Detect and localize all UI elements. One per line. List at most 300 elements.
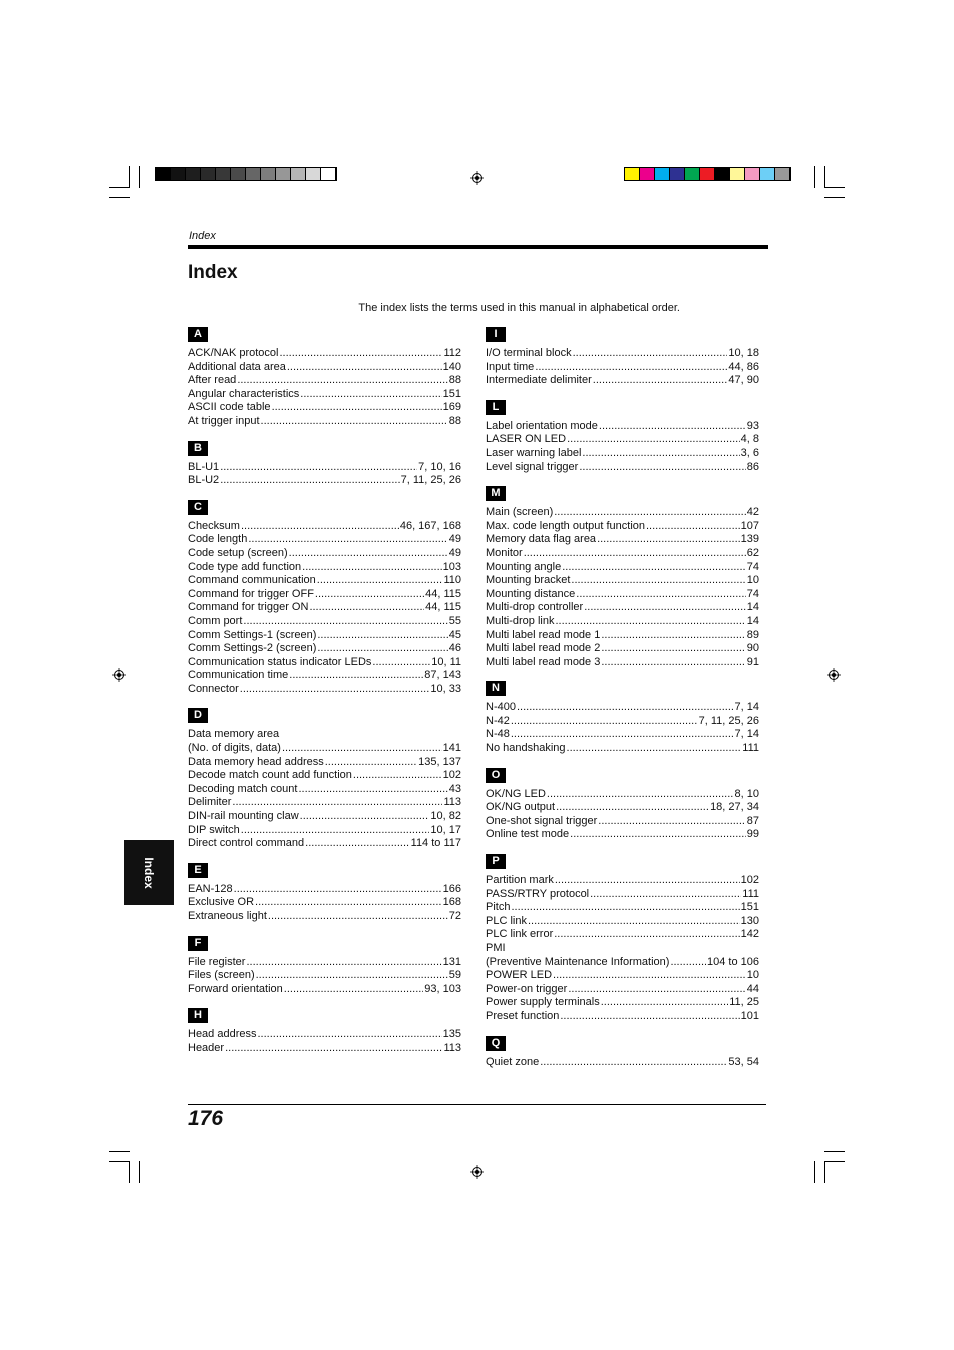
index-entry <box>486 506 759 520</box>
index-pages: 14 <box>746 601 759 614</box>
index-section-n <box>486 681 759 755</box>
dot-leader <box>284 983 424 997</box>
dot-leader <box>597 533 740 547</box>
index-term: Intermediate delimiter <box>486 374 592 387</box>
index-entry <box>486 615 759 629</box>
dot-leader <box>302 561 442 575</box>
index-section-i <box>486 327 759 388</box>
grayscale-calibration-bar <box>155 167 337 181</box>
index-entry <box>188 810 461 824</box>
index-term: Decoding match count <box>188 782 298 795</box>
index-term: ASCII code table <box>188 401 271 414</box>
dot-leader <box>601 656 745 670</box>
dot-leader <box>579 461 745 475</box>
index-term: Memory data flag area <box>486 533 597 546</box>
dot-leader <box>289 669 423 683</box>
index-term: DIN-rail mounting claw <box>188 810 299 823</box>
index-pages: 7, 11, 25, 26 <box>400 474 461 487</box>
section-letter: F <box>188 936 208 951</box>
dot-leader <box>511 728 734 742</box>
index-term: Code setup (screen) <box>188 546 288 559</box>
index-entry <box>188 401 461 415</box>
dot-leader <box>317 629 447 643</box>
index-entry <box>486 942 759 956</box>
index-entry <box>188 783 461 797</box>
section-letter: N <box>486 681 506 696</box>
index-term: Communication time <box>188 669 289 682</box>
dot-leader <box>590 888 741 902</box>
dot-leader <box>282 742 442 756</box>
header-rule <box>188 245 768 249</box>
index-term: Online test mode <box>486 828 570 841</box>
index-term: Input time <box>486 360 535 373</box>
index-pages: 49 <box>448 533 461 546</box>
calibration-swatch <box>745 168 760 180</box>
color-calibration-bar <box>624 167 791 181</box>
index-term: Communication status indicator LEDs <box>188 655 372 668</box>
index-term: Multi-drop controller <box>486 601 584 614</box>
index-term: Mounting angle <box>486 560 562 573</box>
index-term: Mounting distance <box>486 587 576 600</box>
calibration-swatch <box>715 168 730 180</box>
index-term: Connector <box>188 682 239 695</box>
index-term: PLC link <box>486 914 527 927</box>
index-entry <box>188 728 461 742</box>
index-pages: 10, 17 <box>430 823 461 836</box>
dot-leader <box>568 983 745 997</box>
index-entry <box>486 374 759 388</box>
index-pages: 131 <box>442 955 461 968</box>
dot-leader <box>317 642 447 656</box>
calibration-swatch <box>640 168 655 180</box>
side-tab-label: Index <box>142 856 156 889</box>
index-column-right <box>486 327 759 1081</box>
index-entry <box>486 956 759 970</box>
dot-leader <box>560 1010 739 1024</box>
calibration-swatch <box>291 168 306 180</box>
calibration-swatch <box>321 168 336 180</box>
dot-leader <box>246 956 441 970</box>
index-term: Angular characteristics <box>188 387 300 400</box>
index-term: Preset function <box>486 1009 560 1022</box>
dot-leader <box>554 928 739 942</box>
index-entry <box>486 447 759 461</box>
index-entry <box>486 828 759 842</box>
index-term: PLC link error <box>486 928 554 941</box>
dot-leader <box>547 788 734 802</box>
dot-leader <box>556 801 709 815</box>
index-column-left <box>188 327 461 1068</box>
index-term: EAN-128 <box>188 882 233 895</box>
index-pages: 141 <box>442 742 461 755</box>
index-term: Exclusive OR <box>188 896 255 909</box>
index-entry <box>486 1056 759 1070</box>
side-tab <box>124 840 174 905</box>
index-term: Multi label read mode 3 <box>486 655 601 668</box>
section-letter: P <box>486 854 506 869</box>
index-entry <box>486 433 759 447</box>
dot-leader <box>317 574 443 588</box>
section-letter: B <box>188 441 208 456</box>
index-pages: 46, 167, 168 <box>399 519 461 532</box>
index-entry <box>188 388 461 402</box>
dot-leader <box>582 447 739 461</box>
index-entry <box>486 361 759 375</box>
index-pages: 49 <box>448 546 461 559</box>
index-pages: 14 <box>746 614 759 627</box>
index-entry <box>486 888 759 902</box>
index-entry <box>486 588 759 602</box>
index-entry <box>486 701 759 715</box>
index-term: Command communication <box>188 574 316 587</box>
index-pages: 130 <box>740 914 759 927</box>
calibration-swatch <box>306 168 321 180</box>
calibration-swatch <box>775 168 790 180</box>
calibration-swatch <box>655 168 670 180</box>
index-term: (Preventive Maintenance Information) <box>486 955 670 968</box>
index-pages: 10 <box>746 574 759 587</box>
calibration-swatch <box>261 168 276 180</box>
index-entry <box>188 1028 461 1042</box>
section-letter: C <box>188 500 208 515</box>
index-entry <box>188 574 461 588</box>
index-entry <box>486 574 759 588</box>
index-term: Additional data area <box>188 360 286 373</box>
index-pages: 44, 115 <box>425 587 461 600</box>
dot-leader <box>599 420 746 434</box>
index-pages: 104 to 106 <box>707 955 759 968</box>
intro-text: The index lists the terms used in this manual in alphabetical order. <box>358 302 680 314</box>
dot-leader <box>372 656 430 670</box>
index-entry <box>188 588 461 602</box>
index-entry <box>188 547 461 561</box>
index-term: OK/NG LED <box>486 787 546 800</box>
index-pages: 87 <box>746 814 759 827</box>
index-pages: 7, 14 <box>734 701 759 714</box>
index-entry <box>188 796 461 810</box>
index-term: Quiet zone <box>486 1055 540 1068</box>
index-pages: 91 <box>746 655 759 668</box>
index-entry <box>188 896 461 910</box>
dot-leader <box>570 828 746 842</box>
index-pages: 139 <box>740 533 759 546</box>
index-pages: 46 <box>448 642 461 655</box>
registration-mark-bottom <box>470 1165 484 1179</box>
index-pages: 62 <box>746 546 759 559</box>
dot-leader <box>240 683 430 697</box>
dot-leader <box>289 547 448 561</box>
index-pages: 74 <box>746 560 759 573</box>
index-entry <box>486 742 759 756</box>
calibration-swatch <box>760 168 775 180</box>
index-term: Pitch <box>486 901 511 914</box>
dot-leader <box>598 815 745 829</box>
index-entry <box>486 728 759 742</box>
index-term: Monitor <box>486 546 523 559</box>
calibration-swatch <box>276 168 291 180</box>
index-pages: 140 <box>442 360 461 373</box>
index-entry <box>188 669 461 683</box>
index-term: Files (screen) <box>188 969 255 982</box>
index-term: Decode match count add function <box>188 769 352 782</box>
index-entry <box>188 910 461 924</box>
index-term: Max. code length output function <box>486 519 645 532</box>
index-entry <box>188 883 461 897</box>
calibration-swatch <box>670 168 685 180</box>
index-pages: 135, 137 <box>418 755 461 768</box>
dot-leader <box>540 1056 727 1070</box>
index-entry <box>188 683 461 697</box>
dot-leader <box>554 506 746 520</box>
index-entry <box>188 983 461 997</box>
index-entry <box>486 642 759 656</box>
index-pages: 88 <box>448 414 461 427</box>
index-pages: 59 <box>448 969 461 982</box>
index-term: Laser warning label <box>486 446 582 459</box>
index-pages: 3, 6 <box>740 446 759 459</box>
calibration-swatch <box>685 168 700 180</box>
dot-leader <box>220 461 417 475</box>
registration-mark-top <box>470 171 484 185</box>
index-pages: 99 <box>746 828 759 841</box>
index-entry <box>486 547 759 561</box>
dot-leader <box>248 533 447 547</box>
index-pages: 10, 33 <box>430 682 461 695</box>
index-pages: 103 <box>442 560 461 573</box>
section-letter: A <box>188 327 208 342</box>
index-entry <box>486 561 759 575</box>
calibration-swatch <box>171 168 186 180</box>
index-pages: 7, 10, 16 <box>418 460 461 473</box>
calibration-swatch <box>730 168 745 180</box>
dot-leader <box>309 601 424 615</box>
dot-leader <box>553 969 746 983</box>
index-pages: 11, 25 <box>729 996 759 1009</box>
dot-leader <box>315 588 424 602</box>
index-term: Label orientation mode <box>486 419 598 432</box>
index-term: (No. of digits, data) <box>188 742 281 755</box>
index-term: No handshaking <box>486 742 566 755</box>
calibration-swatch <box>246 168 261 180</box>
index-term: Code length <box>188 533 248 546</box>
index-section-f <box>188 936 461 997</box>
index-pages: 10, 82 <box>430 810 461 823</box>
index-pages: 8, 10 <box>734 787 759 800</box>
index-term: PMI <box>486 942 506 954</box>
index-term: At trigger input <box>188 414 260 427</box>
index-section-e <box>188 863 461 924</box>
index-pages: 88 <box>448 374 461 387</box>
running-header: Index <box>189 230 216 242</box>
index-entry <box>188 461 461 475</box>
dot-leader <box>601 642 745 656</box>
index-entry <box>188 629 461 643</box>
index-entry <box>486 1010 759 1024</box>
index-pages: 107 <box>740 519 759 532</box>
index-term: LASER ON LED <box>486 433 567 446</box>
index-section-h <box>188 1008 461 1055</box>
index-term: Power-on trigger <box>486 982 568 995</box>
calibration-swatch <box>186 168 201 180</box>
index-section-q <box>486 1036 759 1070</box>
index-entry <box>188 561 461 575</box>
index-term: Data memory head address <box>188 755 324 768</box>
dot-leader <box>524 547 746 561</box>
index-term: Command for trigger ON <box>188 601 309 614</box>
index-term: Direct control command <box>188 837 305 850</box>
index-entry <box>486 347 759 361</box>
dot-leader <box>567 433 740 447</box>
dot-leader <box>234 883 442 897</box>
dot-leader <box>241 824 430 838</box>
dot-leader <box>646 520 740 534</box>
dot-leader <box>555 874 740 888</box>
dot-leader <box>255 896 442 910</box>
index-entry <box>188 1042 461 1056</box>
index-pages: 169 <box>442 401 461 414</box>
index-entry <box>188 824 461 838</box>
index-pages: 102 <box>740 874 759 887</box>
index-pages: 113 <box>443 1041 461 1054</box>
index-entry <box>188 474 461 488</box>
index-pages: 135 <box>442 1028 461 1041</box>
index-pages: 151 <box>740 901 759 914</box>
index-entry <box>486 788 759 802</box>
calibration-swatch <box>700 168 715 180</box>
dot-leader <box>279 347 442 361</box>
page-number: 176 <box>188 1107 224 1130</box>
registration-mark-left <box>112 668 126 682</box>
index-pages: 47, 90 <box>728 374 759 387</box>
index-entry <box>486 715 759 729</box>
index-term: N-48 <box>486 728 510 741</box>
index-term: Forward orientation <box>188 982 283 995</box>
index-term: Extraneous light <box>188 910 267 922</box>
index-term: POWER LED <box>486 969 553 982</box>
dot-leader <box>241 520 399 534</box>
dot-leader <box>593 374 728 388</box>
index-pages: 89 <box>746 628 759 641</box>
index-entry <box>486 656 759 670</box>
index-entry <box>486 801 759 815</box>
index-entry <box>486 461 759 475</box>
index-pages: 7, 14 <box>734 728 759 741</box>
dot-leader <box>571 574 745 588</box>
index-pages: 4, 8 <box>740 433 759 446</box>
dot-leader <box>576 588 745 602</box>
calibration-swatch <box>625 168 640 180</box>
dot-leader <box>584 601 746 615</box>
index-entry <box>486 629 759 643</box>
index-term: Comm port <box>188 614 243 627</box>
footer-rule <box>188 1104 766 1105</box>
index-entry <box>486 815 759 829</box>
registration-mark-right <box>827 668 841 682</box>
index-entry <box>188 837 461 851</box>
dot-leader <box>300 810 430 824</box>
index-term: PASS/RTRY protocol <box>486 887 590 900</box>
calibration-swatch <box>201 168 216 180</box>
index-section-p <box>486 854 759 1024</box>
index-term: Checksum <box>188 519 240 532</box>
dot-leader <box>272 401 442 415</box>
index-term: Comm Settings-1 (screen) <box>188 628 317 641</box>
dot-leader <box>517 701 734 715</box>
index-pages: 10, 18 <box>728 347 759 359</box>
index-pages: 86 <box>746 460 759 473</box>
index-pages: 43 <box>448 782 461 795</box>
index-term: OK/NG output <box>486 801 556 814</box>
dot-leader <box>555 615 745 629</box>
index-pages: 101 <box>740 1009 759 1022</box>
index-pages: 42 <box>746 506 759 519</box>
index-entry <box>188 969 461 983</box>
index-section-c <box>188 500 461 697</box>
dot-leader <box>535 361 727 375</box>
index-term: Power supply terminals <box>486 996 600 1009</box>
dot-leader <box>298 783 447 797</box>
index-pages: 90 <box>746 642 759 655</box>
index-pages: 113 <box>443 796 461 809</box>
index-pages: 93 <box>746 419 759 432</box>
index-term: DIP switch <box>188 823 240 836</box>
index-pages: 53, 54 <box>728 1055 759 1068</box>
index-pages: 87, 143 <box>424 669 461 682</box>
index-entry <box>188 615 461 629</box>
index-term: Command for trigger OFF <box>188 587 314 600</box>
index-pages: 10, 11 <box>431 655 461 668</box>
index-term: Multi label read mode 1 <box>486 628 601 641</box>
index-pages: 110 <box>443 574 461 587</box>
index-term: Head address <box>188 1028 257 1041</box>
dot-leader <box>300 388 441 402</box>
dot-leader <box>256 969 448 983</box>
index-term: Comm Settings-2 (screen) <box>188 642 317 655</box>
index-term: Multi-drop link <box>486 614 555 627</box>
index-entry <box>188 769 461 783</box>
index-pages: 44 <box>746 982 759 995</box>
index-pages: 114 to 117 <box>410 837 461 850</box>
dot-leader <box>325 756 417 770</box>
dot-leader <box>258 1028 442 1042</box>
index-section-l <box>486 400 759 474</box>
dot-leader <box>225 1042 442 1056</box>
index-term: Code type add function <box>188 560 302 573</box>
calibration-swatch <box>216 168 231 180</box>
index-pages: 151 <box>442 387 461 400</box>
index-term: Partition mark <box>486 874 554 887</box>
index-entry <box>188 756 461 770</box>
index-term: BL-U2 <box>188 474 220 487</box>
index-entry <box>486 533 759 547</box>
index-term: Delimiter <box>188 796 232 809</box>
page-title: Index <box>188 262 238 283</box>
index-pages: 93, 103 <box>424 982 461 995</box>
dot-leader <box>305 837 409 851</box>
index-term: Level signal trigger <box>486 460 579 473</box>
index-pages: 44, 86 <box>728 360 759 373</box>
index-entry <box>486 420 759 434</box>
index-entry <box>188 520 461 534</box>
section-letter: I <box>486 327 506 342</box>
index-entry <box>188 374 461 388</box>
index-pages: 10 <box>746 969 759 982</box>
index-entry <box>486 901 759 915</box>
index-entry <box>188 956 461 970</box>
section-letter: O <box>486 768 506 783</box>
index-term: ACK/NAK protocol <box>188 347 279 359</box>
index-pages: 111 <box>742 887 759 900</box>
